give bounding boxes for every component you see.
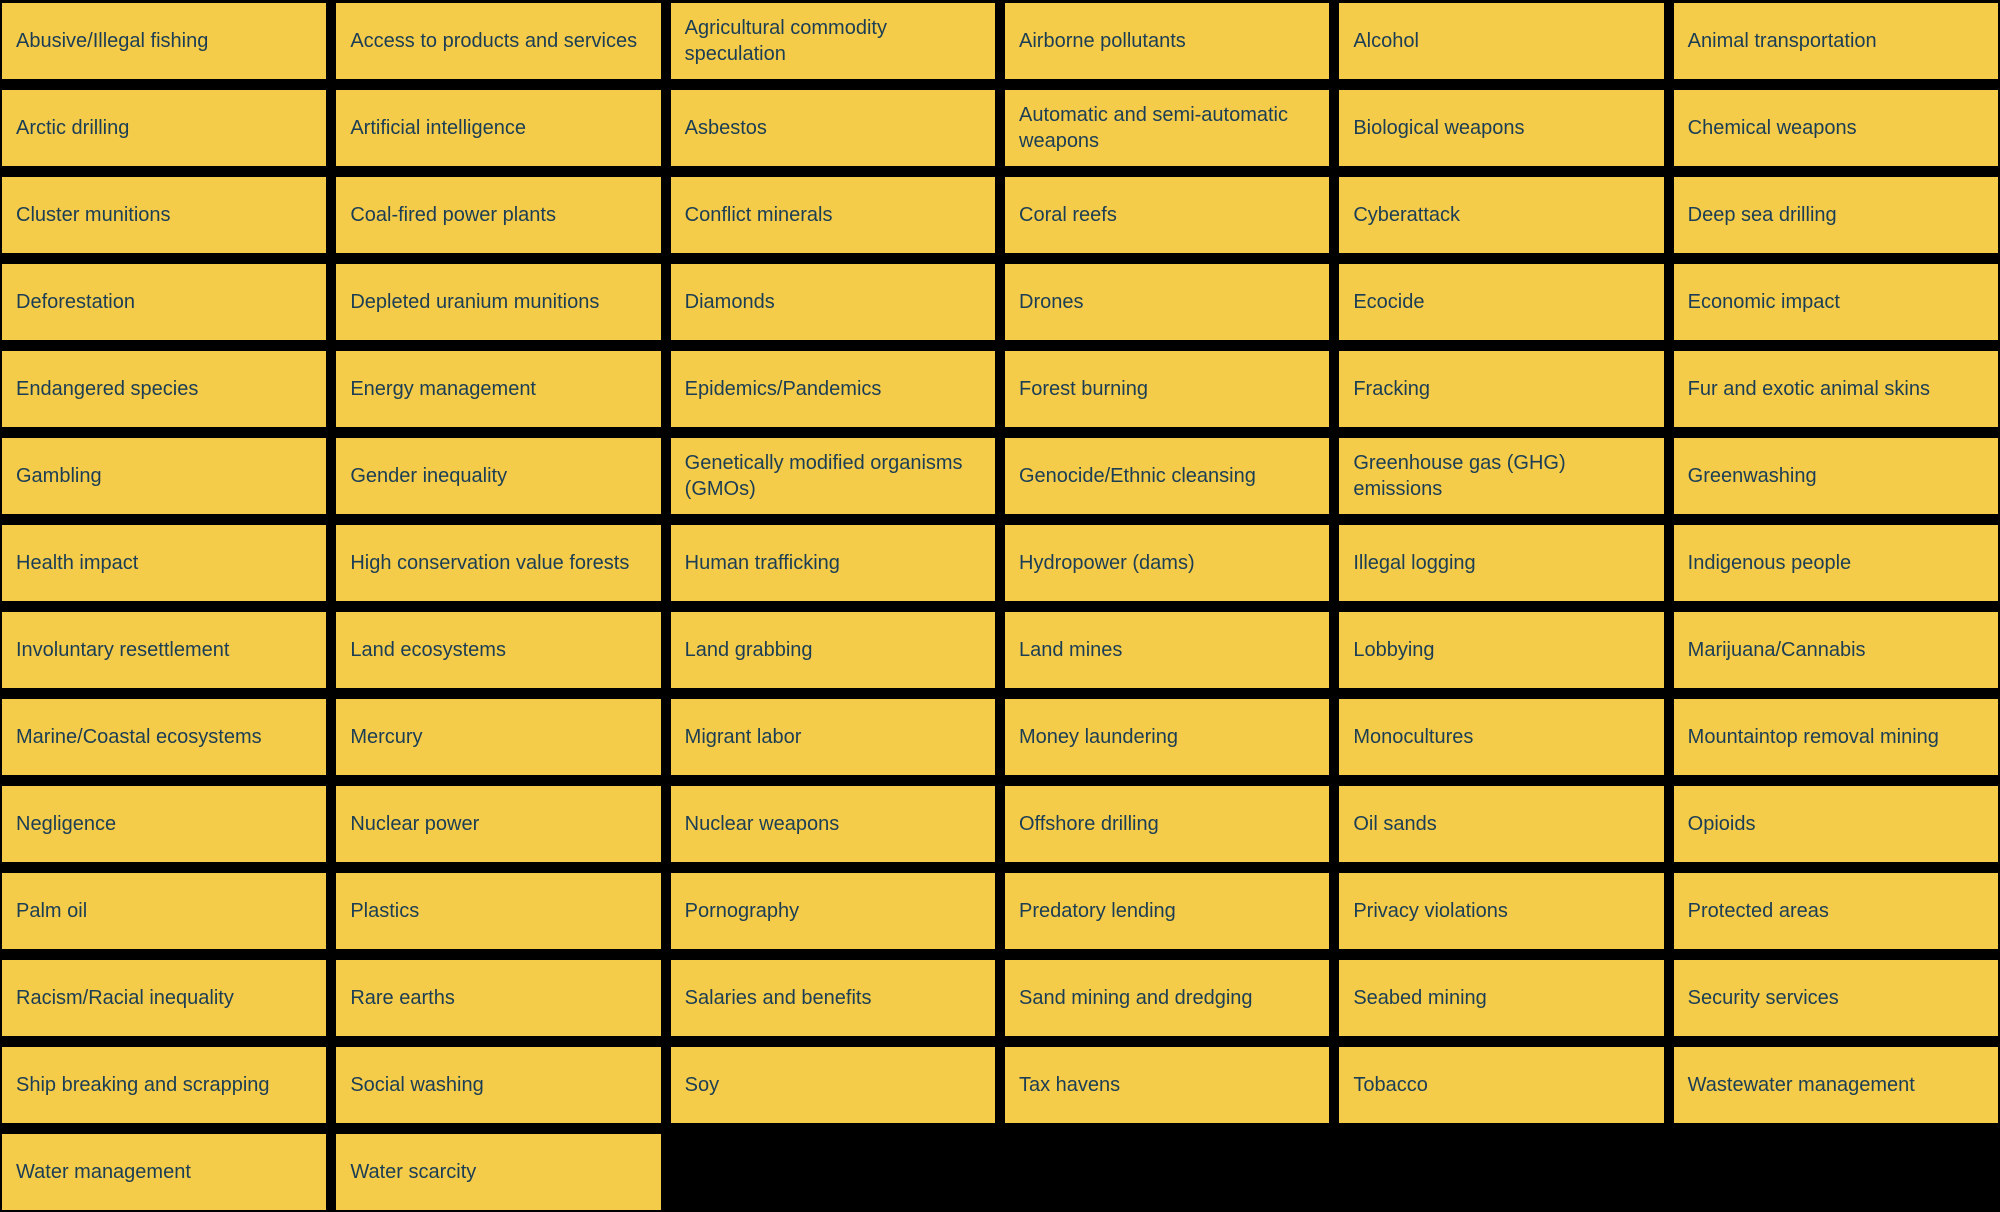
topic-tile[interactable] bbox=[671, 438, 995, 514]
topic-label: Abusive/Illegal fishing bbox=[16, 30, 209, 52]
topic-tile[interactable] bbox=[2, 177, 326, 253]
topic-label: Conflict minerals bbox=[684, 204, 833, 226]
topic-tile[interactable] bbox=[1005, 873, 1329, 949]
topic-label: Forest burning bbox=[1019, 378, 1148, 400]
topic-tile[interactable] bbox=[336, 264, 660, 340]
topic-label: Deep sea drilling bbox=[1687, 204, 1837, 226]
topic-tile[interactable] bbox=[2, 438, 326, 514]
topic-label: Coral reefs bbox=[1019, 204, 1117, 226]
topic-label: Social washing bbox=[350, 1074, 484, 1096]
topic-label: Protected areas bbox=[1687, 900, 1829, 922]
topic-label: Land mines bbox=[1019, 639, 1123, 661]
topic-tile[interactable] bbox=[1339, 90, 1663, 166]
topic-tile[interactable] bbox=[2, 90, 326, 166]
topic-tile[interactable] bbox=[1339, 699, 1663, 775]
topic-label: Greenhouse gas (GHG) emissions bbox=[1353, 452, 1566, 500]
topic-tile[interactable] bbox=[671, 699, 995, 775]
topic-label: Tax havens bbox=[1019, 1074, 1121, 1096]
topic-label: Lobbying bbox=[1353, 639, 1435, 661]
topic-label: Predatory lending bbox=[1019, 900, 1176, 922]
topic-tile[interactable] bbox=[1674, 1047, 1998, 1123]
topic-tile[interactable] bbox=[1005, 699, 1329, 775]
topic-tile[interactable] bbox=[1005, 612, 1329, 688]
topic-tile[interactable] bbox=[2, 1134, 326, 1210]
topic-tile[interactable] bbox=[671, 525, 995, 601]
topic-label: Marine/Coastal ecosystems bbox=[16, 726, 262, 748]
topic-tile[interactable] bbox=[1005, 3, 1329, 79]
topic-label: Wastewater management bbox=[1687, 1074, 1915, 1096]
topic-tile[interactable] bbox=[336, 786, 660, 862]
topic-tile[interactable] bbox=[1005, 525, 1329, 601]
topic-tile[interactable] bbox=[2, 351, 326, 427]
topic-tile[interactable] bbox=[1674, 264, 1998, 340]
topic-tile[interactable] bbox=[336, 90, 660, 166]
topic-label: Negligence bbox=[16, 813, 117, 835]
topic-label: Epidemics/Pandemics bbox=[684, 378, 882, 400]
topic-tile[interactable] bbox=[2, 699, 326, 775]
topic-tile[interactable] bbox=[1674, 525, 1998, 601]
topic-label: Automatic and semi-automatic weapons bbox=[1019, 104, 1289, 152]
topic-tile[interactable] bbox=[1339, 786, 1663, 862]
topic-label: Economic impact bbox=[1687, 291, 1840, 313]
topic-tile[interactable] bbox=[1674, 873, 1998, 949]
topic-label: Palm oil bbox=[16, 900, 88, 922]
topic-label: Salaries and benefits bbox=[684, 987, 872, 1009]
topic-tile[interactable] bbox=[336, 438, 660, 514]
topic-label: Nuclear power bbox=[350, 813, 480, 835]
topic-tile[interactable] bbox=[1339, 3, 1663, 79]
topic-label: Security services bbox=[1687, 987, 1839, 1009]
topic-label: Artificial intelligence bbox=[350, 117, 526, 139]
topic-label: Biological weapons bbox=[1353, 117, 1525, 139]
topic-tile[interactable] bbox=[2, 612, 326, 688]
topic-label: Mercury bbox=[350, 726, 423, 748]
topic-tile[interactable] bbox=[1005, 90, 1329, 166]
topic-tile[interactable] bbox=[336, 612, 660, 688]
topic-label: Depleted uranium munitions bbox=[350, 291, 600, 313]
topic-tile[interactable] bbox=[336, 177, 660, 253]
topic-label: Genetically modified organisms (GMOs) bbox=[684, 452, 963, 500]
topic-label: Rare earths bbox=[350, 987, 455, 1009]
topic-label: Endangered species bbox=[16, 378, 199, 400]
topic-tile[interactable] bbox=[1005, 786, 1329, 862]
topic-label: Alcohol bbox=[1353, 30, 1419, 52]
topic-tile[interactable] bbox=[1339, 264, 1663, 340]
topic-tile[interactable] bbox=[1005, 960, 1329, 1036]
topic-tile[interactable] bbox=[671, 1047, 995, 1123]
topic-tile[interactable] bbox=[1339, 612, 1663, 688]
topic-label: Nuclear weapons bbox=[684, 813, 840, 835]
topic-tile[interactable] bbox=[1339, 960, 1663, 1036]
topic-label: Indigenous people bbox=[1687, 552, 1852, 574]
topic-label: Illegal logging bbox=[1353, 552, 1476, 574]
topic-tile[interactable] bbox=[1674, 177, 1998, 253]
topic-label: Cluster munitions bbox=[16, 204, 171, 226]
topic-label: Genocide/Ethnic cleansing bbox=[1019, 465, 1256, 487]
topic-label: Mountaintop removal mining bbox=[1687, 726, 1939, 748]
topic-tile[interactable] bbox=[2, 3, 326, 79]
topic-label: Asbestos bbox=[684, 117, 767, 139]
topic-tile[interactable] bbox=[671, 90, 995, 166]
topic-tile[interactable] bbox=[336, 1134, 660, 1210]
topic-tile[interactable] bbox=[2, 264, 326, 340]
topic-tile[interactable] bbox=[1339, 177, 1663, 253]
topic-tile[interactable] bbox=[1005, 1047, 1329, 1123]
topic-label: Access to products and services bbox=[350, 30, 638, 52]
topic-tile[interactable] bbox=[671, 3, 995, 79]
topic-label: Energy management bbox=[350, 378, 536, 400]
topic-tile[interactable] bbox=[336, 1047, 660, 1123]
topic-tile[interactable] bbox=[1339, 873, 1663, 949]
topic-label: Diamonds bbox=[684, 291, 775, 313]
topic-tile[interactable] bbox=[1005, 438, 1329, 514]
topic-label: Land ecosystems bbox=[350, 639, 506, 661]
topic-tile[interactable] bbox=[671, 960, 995, 1036]
topic-tile[interactable] bbox=[1339, 351, 1663, 427]
topic-label: Animal transportation bbox=[1687, 30, 1877, 52]
topic-label: Chemical weapons bbox=[1687, 117, 1857, 139]
topic-label: Cyberattack bbox=[1353, 204, 1461, 226]
topic-label: Migrant labor bbox=[684, 726, 802, 748]
topic-label: Human trafficking bbox=[684, 552, 840, 574]
topic-tile[interactable] bbox=[336, 873, 660, 949]
topic-tile[interactable] bbox=[1339, 525, 1663, 601]
topic-label: Health impact bbox=[16, 552, 139, 574]
topic-tile[interactable] bbox=[2, 873, 326, 949]
topic-label: Privacy violations bbox=[1353, 900, 1508, 922]
topic-label: Plastics bbox=[350, 900, 420, 922]
topic-tile[interactable] bbox=[336, 525, 660, 601]
topic-tile[interactable] bbox=[336, 3, 660, 79]
topic-tile[interactable] bbox=[671, 786, 995, 862]
topic-tile[interactable] bbox=[2, 525, 326, 601]
topic-label: Ship breaking and scrapping bbox=[16, 1074, 270, 1096]
topic-tile[interactable] bbox=[1005, 351, 1329, 427]
topic-tile[interactable] bbox=[336, 699, 660, 775]
topic-tile[interactable] bbox=[1674, 612, 1998, 688]
topic-label: Fur and exotic animal skins bbox=[1687, 378, 1930, 400]
topic-label: Involuntary resettlement bbox=[16, 639, 230, 661]
topic-label: Money laundering bbox=[1019, 726, 1178, 748]
topic-label: Gender inequality bbox=[350, 465, 508, 487]
topic-label: Oil sands bbox=[1353, 813, 1437, 835]
topic-label: Marijuana/Cannabis bbox=[1687, 639, 1866, 661]
topic-label: Offshore drilling bbox=[1019, 813, 1159, 835]
topic-tile[interactable] bbox=[671, 612, 995, 688]
topic-tile[interactable] bbox=[2, 960, 326, 1036]
topic-tile[interactable] bbox=[1674, 90, 1998, 166]
topic-label: Water scarcity bbox=[350, 1161, 477, 1183]
topic-tile[interactable] bbox=[336, 960, 660, 1036]
topic-tile[interactable] bbox=[671, 351, 995, 427]
topic-label: Soy bbox=[684, 1074, 720, 1096]
topic-tile[interactable] bbox=[1005, 177, 1329, 253]
topic-label: Sand mining and dredging bbox=[1019, 987, 1253, 1009]
topic-tile[interactable] bbox=[671, 177, 995, 253]
topic-label: Fracking bbox=[1353, 378, 1431, 400]
topic-label: Racism/Racial inequality bbox=[16, 987, 234, 1009]
topic-label: Gambling bbox=[16, 465, 102, 487]
topic-label: Hydropower (dams) bbox=[1019, 552, 1195, 574]
topic-tile[interactable] bbox=[1674, 438, 1998, 514]
topic-label: Ecocide bbox=[1353, 291, 1425, 313]
topic-tile[interactable] bbox=[1674, 786, 1998, 862]
topic-label: Airborne pollutants bbox=[1019, 30, 1186, 52]
topic-tile[interactable] bbox=[671, 264, 995, 340]
topic-label: Coal-fired power plants bbox=[350, 204, 556, 226]
topic-label: Monocultures bbox=[1353, 726, 1474, 748]
topic-tile[interactable] bbox=[1005, 264, 1329, 340]
topic-label: Deforestation bbox=[16, 291, 135, 313]
topic-label: Opioids bbox=[1687, 813, 1756, 835]
topic-label: Agricultural commodity speculation bbox=[684, 17, 887, 65]
topic-tile[interactable] bbox=[1674, 699, 1998, 775]
topic-tile[interactable] bbox=[1339, 438, 1663, 514]
topic-tile[interactable] bbox=[1674, 3, 1998, 79]
topic-label: Pornography bbox=[684, 900, 800, 922]
topic-label: Seabed mining bbox=[1353, 987, 1487, 1009]
topic-tile[interactable] bbox=[336, 351, 660, 427]
topic-tile[interactable] bbox=[2, 1047, 326, 1123]
topic-label: Water management bbox=[16, 1161, 191, 1183]
topic-tile[interactable] bbox=[671, 873, 995, 949]
topic-tile[interactable] bbox=[2, 786, 326, 862]
topic-label: Land grabbing bbox=[684, 639, 813, 661]
topic-label: Tobacco bbox=[1353, 1074, 1428, 1096]
topic-label: Greenwashing bbox=[1687, 465, 1817, 487]
topic-label: Arctic drilling bbox=[16, 117, 130, 139]
topic-tile[interactable] bbox=[1674, 351, 1998, 427]
topic-tile[interactable] bbox=[1339, 1047, 1663, 1123]
topic-label: High conservation value forests bbox=[350, 552, 630, 574]
topic-label: Drones bbox=[1019, 291, 1084, 313]
topic-tile[interactable] bbox=[1674, 960, 1998, 1036]
